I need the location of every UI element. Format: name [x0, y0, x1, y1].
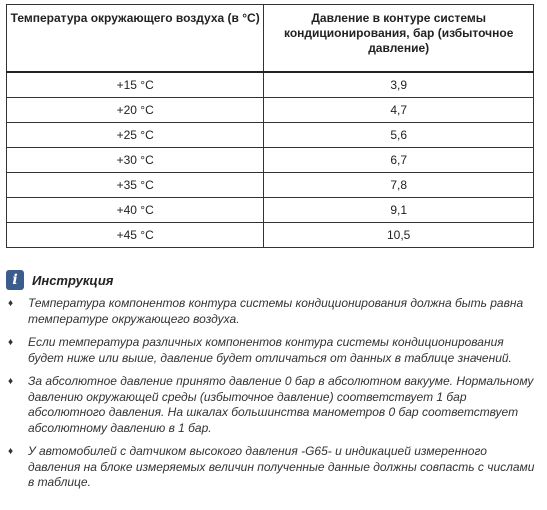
- cell-pressure: 10,5: [264, 223, 534, 248]
- diamond-bullet-icon: ♦: [8, 446, 14, 457]
- list-item: [6, 444, 536, 491]
- table-header-row: [7, 5, 534, 73]
- cell-pressure: 7,8: [264, 173, 534, 198]
- table-row: [7, 198, 534, 223]
- cell-temperature: +40 °С: [7, 198, 264, 223]
- table-row: [7, 123, 534, 148]
- cell-temperature: +30 °С: [7, 148, 264, 173]
- list-item-text: У автомобилей с датчиком высокого давления -G65- и индикацией измеренного давления на блоке измеряемых величин полученные данные должны совпасть с числами в таблице.: [28, 444, 535, 489]
- diamond-bullet-icon: ♦: [8, 298, 14, 309]
- instruction-title: Инструкция: [32, 272, 114, 288]
- instruction-header: [6, 268, 536, 292]
- cell-pressure: 5,6: [264, 123, 534, 148]
- cell-pressure: 9,1: [264, 198, 534, 223]
- list-item: [6, 374, 536, 436]
- list-item-text: За абсолютное давление принято давление 0 бар в абсолютном вакууме. Нормальному давлению окружающей среды (избыточное давление) соответствует 1 бар абсолютного давления. На шкалах большинства манометров 0 бар соответствует абсолютному давлению в 1 бар.: [28, 374, 534, 435]
- header-pressure: Давление в контуре системы кондиционирования, бар (избыточное давление): [264, 5, 534, 73]
- list-item: [6, 296, 536, 327]
- diamond-bullet-icon: ♦: [8, 337, 14, 348]
- diamond-bullet-icon: ♦: [8, 376, 14, 387]
- instruction-list: [6, 296, 536, 491]
- cell-pressure: 4,7: [264, 98, 534, 123]
- instruction-section: [6, 268, 536, 499]
- table-row: [7, 148, 534, 173]
- cell-temperature: +15 °С: [7, 72, 264, 98]
- list-item-text: Температура компонентов контура системы кондиционирования должна быть равна температуре окружающего воздуха.: [28, 296, 524, 326]
- cell-temperature: +25 °С: [7, 123, 264, 148]
- list-item: [6, 335, 536, 366]
- list-item-text: Если температура различных компонентов контура системы кондиционирования будет ниже или выше, давление будет отличаться от данных в таблице значений.: [28, 335, 512, 365]
- header-temperature: Температура окружающего воздуха (в °С): [7, 5, 264, 73]
- cell-pressure: 6,7: [264, 148, 534, 173]
- cell-temperature: +45 °С: [7, 223, 264, 248]
- table-row: [7, 173, 534, 198]
- cell-temperature: +35 °С: [7, 173, 264, 198]
- table-row: [7, 72, 534, 98]
- info-icon: i: [6, 270, 24, 290]
- pressure-table: [6, 4, 534, 248]
- table-row: [7, 223, 534, 248]
- cell-temperature: +20 °С: [7, 98, 264, 123]
- table-row: [7, 98, 534, 123]
- cell-pressure: 3,9: [264, 72, 534, 98]
